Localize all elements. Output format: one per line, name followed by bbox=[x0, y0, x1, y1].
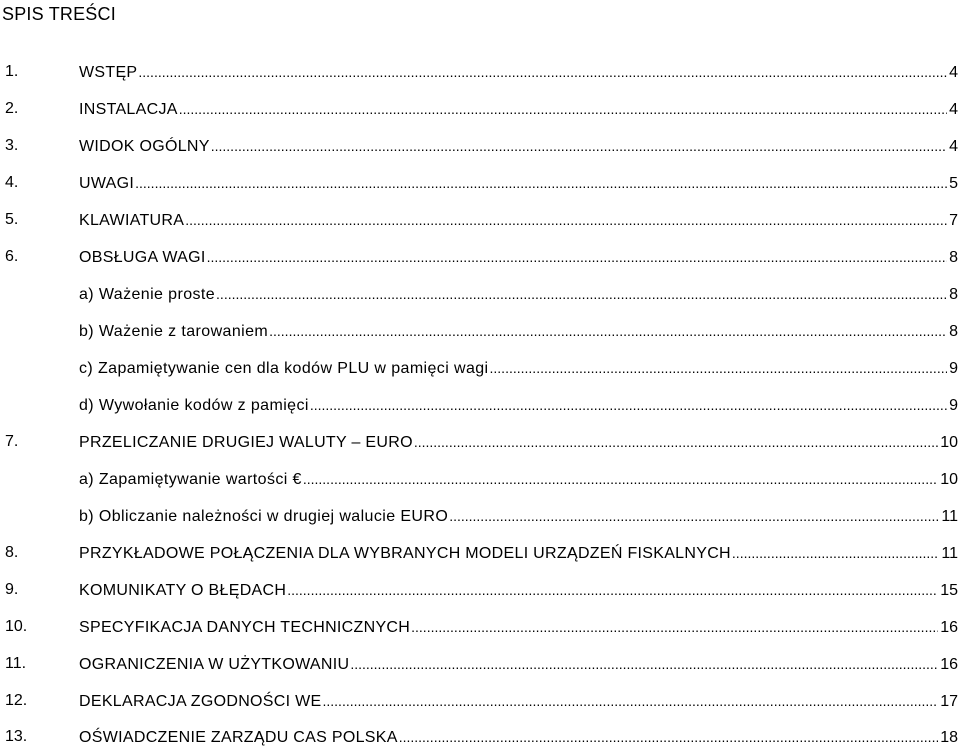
toc-entry-number: 9. bbox=[5, 581, 19, 598]
toc-entry-label: OŚWIADCZENIE ZARZĄDU CAS POLSKA bbox=[79, 729, 398, 746]
toc-entry-page: 10 bbox=[940, 471, 958, 488]
toc-entry-page: 11 bbox=[941, 545, 958, 562]
toc-leader-dots bbox=[449, 506, 939, 526]
toc-entry-label: KLAWIATURA bbox=[79, 212, 185, 229]
toc-entry[interactable] bbox=[0, 136, 958, 156]
toc-entry[interactable] bbox=[0, 727, 958, 747]
toc-entry[interactable] bbox=[0, 173, 958, 193]
toc-entry-page: 9 bbox=[949, 360, 958, 377]
toc-leader-dots bbox=[287, 580, 938, 600]
toc-leader-dots bbox=[179, 99, 947, 119]
toc-entry-label: d) Wywołanie kodów z pamięci bbox=[79, 397, 309, 414]
toc-entry-page: 16 bbox=[940, 656, 958, 673]
toc-entry-page: 9 bbox=[949, 397, 958, 414]
toc-leader-dots bbox=[211, 136, 947, 156]
toc-entry-number: 5. bbox=[5, 211, 19, 228]
toc-leader-dots bbox=[310, 395, 947, 415]
toc-entry-label: WIDOK OGÓLNY bbox=[79, 138, 210, 155]
toc-leader-dots bbox=[303, 469, 938, 489]
toc-entry-label: c) Zapamiętywanie cen dla kodów PLU w pamięci wagi bbox=[79, 360, 489, 377]
toc-leader-dots bbox=[269, 321, 947, 341]
toc-subentry[interactable] bbox=[0, 358, 958, 378]
toc-entry-label: a) Zapamiętywanie wartości € bbox=[79, 471, 302, 488]
toc-entry-page: 4 bbox=[949, 138, 958, 155]
toc-entry-number: 13. bbox=[5, 728, 28, 745]
toc-entry[interactable] bbox=[0, 62, 958, 82]
toc-entry-page: 7 bbox=[949, 212, 958, 229]
toc-entry-label: OBSŁUGA WAGI bbox=[79, 249, 206, 266]
toc-entry[interactable] bbox=[0, 210, 958, 230]
toc-entry-label: KOMUNIKATY O BŁĘDACH bbox=[79, 582, 287, 599]
toc-entry-number: 12. bbox=[5, 692, 28, 709]
toc-leader-dots bbox=[414, 432, 938, 452]
toc-entry-number: 4. bbox=[5, 174, 19, 191]
toc-subentry[interactable] bbox=[0, 395, 958, 415]
toc-entry-page: 8 bbox=[949, 323, 958, 340]
toc-entry-label: DEKLARACJA ZGODNOŚCI WE bbox=[79, 693, 322, 710]
toc-entry[interactable] bbox=[0, 432, 958, 452]
toc-entry-number: 6. bbox=[5, 248, 19, 265]
toc-entry[interactable] bbox=[0, 99, 958, 119]
toc-entry-page: 16 bbox=[940, 619, 958, 636]
toc-entry[interactable] bbox=[0, 691, 958, 711]
toc-subentry[interactable] bbox=[0, 284, 958, 304]
toc-entry-number: 10. bbox=[5, 618, 28, 635]
toc-entry-label: SPECYFIKACJA DANYCH TECHNICZNYCH bbox=[79, 619, 411, 636]
toc-entry-page: 11 bbox=[941, 508, 958, 525]
toc-entry-label: PRZELICZANIE DRUGIEJ WALUTY – EURO bbox=[79, 434, 413, 451]
toc-entry-number: 1. bbox=[5, 63, 19, 80]
toc-entry[interactable] bbox=[0, 580, 958, 600]
toc-entry-label: OGRANICZENIA W UŻYTKOWANIU bbox=[79, 656, 350, 673]
toc-entry-page: 8 bbox=[949, 249, 958, 266]
toc-entry-page: 18 bbox=[940, 729, 958, 746]
toc-leader-dots bbox=[135, 173, 947, 193]
toc-entry-label: PRZYKŁADOWE POŁĄCZENIA DLA WYBRANYCH MODELI URZĄDZEŃ FISKALNYCH bbox=[79, 545, 731, 562]
toc-leader-dots bbox=[216, 284, 947, 304]
toc-entry-number: 7. bbox=[5, 433, 19, 450]
toc-leader-dots bbox=[732, 543, 939, 563]
toc-entry-label: b) Obliczanie należności w drugiej walucie EURO bbox=[79, 508, 449, 525]
toc-subentry[interactable] bbox=[0, 469, 958, 489]
toc-subentry[interactable] bbox=[0, 506, 958, 526]
toc-entry-label: UWAGI bbox=[79, 175, 135, 192]
toc-entry-number: 8. bbox=[5, 544, 19, 561]
toc-entry-page: 8 bbox=[949, 286, 958, 303]
toc-entry-label: b) Ważenie z tarowaniem bbox=[79, 323, 269, 340]
toc-entry-page: 15 bbox=[940, 582, 958, 599]
toc-entry-number: 3. bbox=[5, 137, 19, 154]
toc-leader-dots bbox=[350, 654, 938, 674]
toc-entry[interactable] bbox=[0, 617, 958, 637]
toc-entry[interactable] bbox=[0, 543, 958, 563]
toc-leader-dots bbox=[490, 358, 948, 378]
toc-entry-label: INSTALACJA bbox=[79, 101, 178, 118]
toc-entry-number: 11. bbox=[5, 655, 27, 672]
toc-leader-dots bbox=[185, 210, 947, 230]
toc-leader-dots bbox=[138, 62, 947, 82]
toc-entry-label: WSTĘP bbox=[79, 64, 138, 81]
toc-entry-page: 10 bbox=[940, 434, 958, 451]
toc-entry-page: 4 bbox=[949, 64, 958, 81]
toc-entry[interactable] bbox=[0, 247, 958, 267]
toc-leader-dots bbox=[399, 727, 939, 747]
toc-entry[interactable] bbox=[0, 654, 958, 674]
toc-entry-number: 2. bbox=[5, 100, 19, 117]
toc-entry-page: 4 bbox=[949, 101, 958, 118]
toc-leader-dots bbox=[323, 691, 939, 711]
toc-entry-page: 17 bbox=[940, 693, 958, 710]
toc-subentry[interactable] bbox=[0, 321, 958, 341]
toc-entry-page: 5 bbox=[949, 175, 958, 192]
toc-leader-dots bbox=[411, 617, 938, 637]
toc-leader-dots bbox=[207, 247, 948, 267]
toc-entry-label: a) Ważenie proste bbox=[79, 286, 216, 303]
toc-title: SPIS TREŚCI bbox=[2, 4, 116, 24]
